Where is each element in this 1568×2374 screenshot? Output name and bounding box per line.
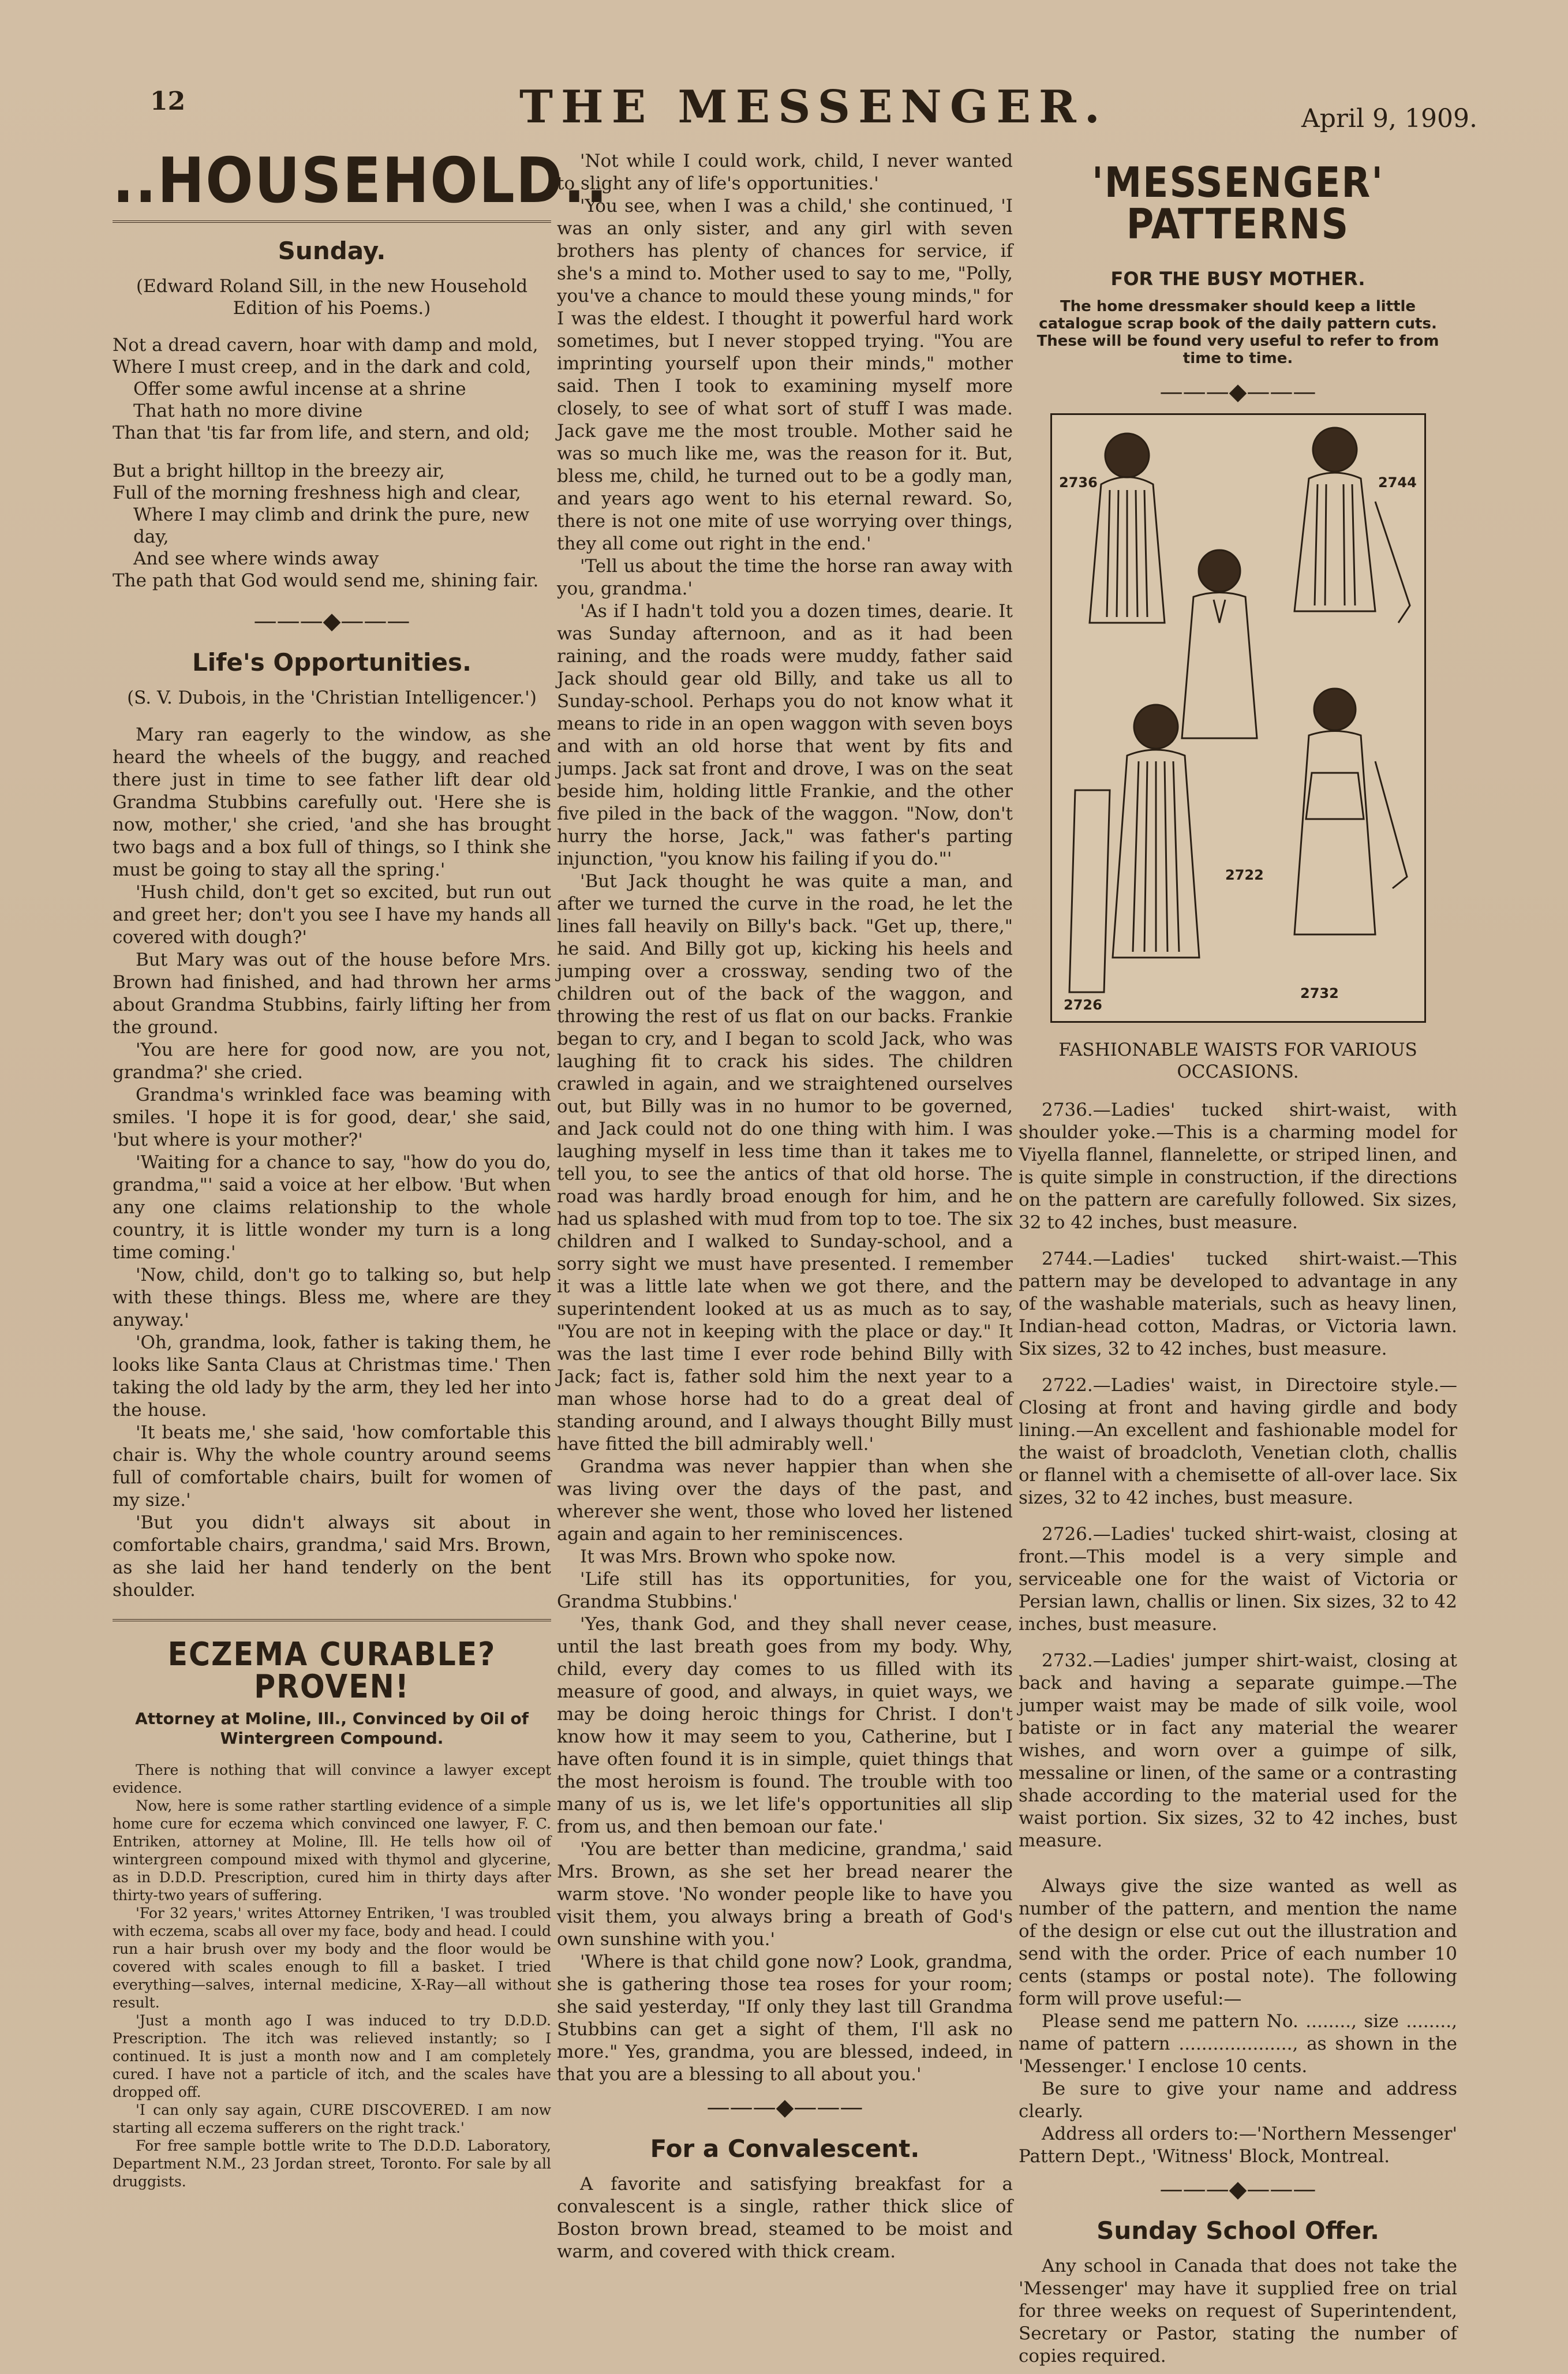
eczema-ad	[113, 1636, 551, 2190]
life-text-col2	[557, 150, 1013, 2086]
poem-line: Where I must creep, and in the dark and cold,	[113, 357, 532, 377]
paragraph: 'Hush child, don't get so excited, but run out and greet her; don't you see I have my hands all covered with dough?'	[113, 882, 551, 948]
sunday-byline: (Edward Roland Sill, in the new Household Edition of his Poems.)	[136, 276, 528, 319]
paragraph: But Mary was out of the house before Mrs. Brown had finished, and had thrown her arms about Grandma Stubbins, fairly lifting her from the ground.	[113, 949, 551, 1038]
eczema-ad-subtitle: Attorney at Moline, Ill., Convinced by Oil of Wintergreen Compound.	[135, 1709, 529, 1748]
ornament-divider: ———◆———	[253, 608, 410, 634]
paragraph: 'You are here for good now, are you not, grandma?' she cried.	[113, 1040, 551, 1083]
paragraph: Grandma was never happier than when she was living over the days of the past, and wherever she went, those who loved her listened again and again to her reminiscences.	[557, 1456, 1013, 1545]
paragraph: 'Waiting for a chance to say, "how do you do, grandma,"' said a voice at her elbow. 'But when any one claims relationship to the whole country, it is little wonder my turn is a long time coming.'	[113, 1152, 551, 1263]
ad-paragraph: There is nothing that will convince a lawyer except evidence.	[113, 1762, 551, 1796]
paragraph: 'But you didn't always sit about in comfortable chairs, grandma,' said Mrs. Brown, as she laid her hand tenderly on the bent shoulder.	[113, 1512, 551, 1601]
order-form: Please send me pattern No. ........, size ........, name of pattern ...................., as shown in the 'Messenger.' I enclose 10 cents.	[1019, 2011, 1457, 2077]
ad-paragraph: 'Just a month ago I was induced to try D.D.D. Prescription. The itch was relieved instantly; so I continued. It is just a month now and I am completely cured. I have not a particle of itch, and the scales have dropped off.	[113, 2012, 551, 2100]
paragraph: 'You are better than medicine, grandma,' said Mrs. Brown, as she set her bread nearer the warm stove. 'No wonder people like to have you visit them, you always bring a breath of God's own sunshine with you.'	[557, 1839, 1013, 1950]
masthead: THE MESSENGER.	[519, 81, 1108, 133]
divider	[113, 220, 551, 223]
sunday-title: Sunday.	[278, 237, 386, 265]
divider	[113, 1619, 551, 1621]
life-text-col1	[113, 724, 551, 1602]
paragraph: 'But Jack thought he was quite a man, and after we turned the curve in the road, he let the lines fall heavily on Billy's back. "Get up, there," he said. And Billy got up, kicking his heels and jumping over a crossway, sending two of the children out of the back of the waggon, and throwing the rest of us flat on our backs. Frankie began to cry, and I began to scold Jack, who was laughing fit to crack his sides. The children crawled in again, and we straightened ourselves out, but Billy was in no humor to be governed, and Jack could not do one thing with him. I was laughing myself in less time than it takes me to tell you, to see the antics of that old horse. The road was hardly broad enough for him, and he had us splashed with mud from top to toe. The six children and I walked to Sunday-school, and a sorry sight we must have presented. I remember it was a little late when we got there, and the superintendent looked at us as much as to say, "You are not in keeping with the place or day." It was the last time I ever rode behind Billy with Jack; fact is, father sold him the next year to a man whose horse had to do a great deal of standing around, and I always thought Billy must have fitted the bill admirably well.'	[557, 871, 1013, 1455]
order-instructions: Always give the size wanted as well as number of the pattern, and mention the name of the design or else cut out the illustration and send with the order. Price of each number 10 cents (stamps or postal note). The following form will prove useful:—	[1019, 1876, 1457, 2009]
patterns-for: FOR THE BUSY MOTHER.	[1110, 268, 1365, 290]
sunday-poem-stanza-2	[113, 460, 551, 592]
poem-line: The path that God would send me, shining fair.	[113, 570, 539, 591]
pattern-item: 2726.—Ladies' tucked shirt-waist, closing at front.—This model is a very simple and serviceable one for the waist of Victoria or Persian lawn, challis or linen. Six sizes, 32 to 42 inches, bust measure.	[1019, 1524, 1457, 1635]
column-2	[557, 150, 1013, 2263]
sunday-poem	[113, 334, 551, 444]
paragraph: 'It beats me,' she said, 'how comfortable this chair is. Why the whole country around seems full of comfortable chairs, built for women of my size.'	[113, 1422, 551, 1511]
page-header	[150, 81, 1477, 150]
ad-paragraph: 'I can only say again, CURE DISCOVERED. I am now starting all eczema sufferers on the right track.'	[113, 2102, 551, 2136]
pattern-item: 2722.—Ladies' waist, in Directoire style.—Closing at front and having girdle and body lining.—An excellent and fashionable model for the waist of broadcloth, Venetian cloth, challis or flannel with a chemisette of all-over lace. Six sizes, 32 to 42 inches, bust measure.	[1019, 1375, 1457, 1508]
paragraph: 'Oh, grandma, look, father is taking them, he looks like Santa Claus at Christmas time.' Then taking the old lady by the arm, they led her into the house.	[113, 1332, 551, 1420]
pattern-illustration	[1050, 413, 1426, 1023]
label-2732: 2732	[1300, 985, 1339, 1001]
page-number: 12	[150, 87, 186, 116]
label-2736: 2736	[1058, 474, 1098, 491]
order-address: Address all orders to:—'Northern Messenger' Pattern Dept., 'Witness' Block, Montreal.	[1019, 2123, 1457, 2167]
convalescent-text: A favorite and satisfying breakfast for a convalescent is a single, rather thick slice of Boston brown bread, steamed to be moist and warm, and covered with thick cream.	[557, 2174, 1013, 2262]
poem-line: Full of the morning freshness high and clear,	[113, 483, 521, 503]
order-note: Be sure to give your name and address clearly.	[1019, 2078, 1457, 2122]
poem-line: But a bright hilltop in the breezy air,	[113, 461, 445, 481]
poem-line: Offer some awful incense at a shrine	[133, 379, 466, 399]
paragraph: Grandma's wrinkled face was beaming with smiles. 'I hope it is for good, dear,' she said, 'but where is your mother?'	[113, 1085, 551, 1150]
life-title: Life's Opportunities.	[192, 648, 471, 676]
paragraph: Mary ran eagerly to the window, as she heard the wheels of the buggy, and reached there just in time to see father lift dear old Grandma Stubbins carefully out. 'Here she is now, mother,' she cried, 'and she has brought two bags and a box full of things, so I think she must be going to stay all the spring.'	[113, 724, 551, 880]
convalescent-title: For a Convalescent.	[650, 2134, 920, 2163]
column-3	[1019, 150, 1457, 2368]
household-title: ..HOUSEHOLD..	[113, 145, 609, 217]
paragraph: 'Where is that child gone now? Look, grandma, she is gathering those tea roses for your room; she said yesterday, "If only they last till Grandma Stubbins can get a sight of them, I'll ask no more." Yes, grandma, you are blessed, indeed, in that you are a blessing to all about you.'	[557, 1951, 1013, 2085]
paragraph: 'Not while I could work, child, I never wanted to slight any of life's opportunities.'	[557, 151, 1013, 194]
life-byline: (S. V. Dubois, in the 'Christian Intelligencer.')	[127, 687, 537, 708]
illustration-caption: FASHIONABLE WAISTS FOR VARIOUS OCCASIONS.	[1058, 1040, 1417, 1082]
patterns-title: 'MESSENGER' PATTERNS	[1091, 158, 1384, 248]
issue-date: April 9, 1909.	[1301, 104, 1477, 133]
pattern-item: 2732.—Ladies' jumper shirt-waist, closing at back and having a separate guimpe.—The jumper waist may be made of silk voile, wool batiste or in fact any material the wearer wishes, and worn over a guimpe of silk, messaline or linen, of the same or a contrasting shade according to the material used for the waist portion. Six sizes, 32 to 42 inches, bust measure.	[1019, 1650, 1457, 1851]
ad-paragraph: Now, here is some rather startling evidence of a simple home cure for eczema which convinced one lawyer, F. C. Entriken, attorney at Moline, Ill. He tells how oil of wintergreen compound mixed with thymol and glycerine, as in D.D.D. Prescription, cured him in thirty days after thirty-two years of suffering.	[113, 1797, 551, 1904]
sunday-school-text: Any school in Canada that does not take the 'Messenger' may have it supplied free on trial for three weeks on request of Superintendent, Secretary or Pastor, stating the number of copies required.	[1019, 2256, 1457, 2366]
label-2722: 2722	[1225, 867, 1264, 883]
paragraph: 'Now, child, don't go to talking so, but help with these things. Bless me, where are they anyway.'	[113, 1265, 551, 1330]
pattern-descriptions	[1019, 1099, 1457, 2168]
label-2744: 2744	[1378, 474, 1417, 491]
poem-line: And see where winds away	[133, 548, 379, 569]
ornament-divider: ———◆———	[1159, 379, 1316, 405]
paragraph: 'Life still has its opportunities, for you, Grandma Stubbins.'	[557, 1569, 1013, 1612]
paragraph: 'You see, when I was a child,' she continued, 'I was an only sister, and any girl with seven brothers has plenty of chances for service, if she's a mind to. Mother used to say to me, "Polly, you've a chance to mould these young minds," for I was the eldest. I thought it powerful hard work sometimes, but I never stopped trying. "You are imprinting yourself upon their minds," mother said. Then I took to examining myself more closely, to see of what sort of stuff I was made. Jack gave me the most trouble. Mother said he was so much like me, was the reason for it. But, bless me, child, he turned out to be a godly man, and years ago went to his eternal reward. So, there is not one mite of use worrying over things, they all come out right in the end.'	[557, 196, 1013, 554]
ornament-divider: ———◆———	[1159, 2176, 1316, 2203]
poem-line: That hath no more divine	[133, 401, 363, 421]
sunday-school-title: Sunday School Offer.	[1097, 2216, 1379, 2245]
ad-paragraph: For free sample bottle write to The D.D.D. Laboratory, Department N.M., 23 Jordan street, Toronto. For sale by all druggists.	[113, 2137, 551, 2190]
poem-line: Where I may climb and drink the pure, new day,	[133, 504, 530, 547]
poem-line: Than that 'tis far from life, and stern, and old;	[113, 423, 530, 443]
ad-paragraph: 'For 32 years,' writes Attorney Entriken, 'I was troubled with eczema, scabs all over my face, body and head. I could run a hair brush over my body and the floor would be covered with scales enough to fill a basket. I tried everything—salves, internal medicine, X-Ray—all without result.	[113, 1905, 551, 2011]
paragraph: 'As if I hadn't told you a dozen times, dearie. It was Sunday afternoon, and as it had been raining, and the roads were muddy, father said Jack should gear old Billy, and take us all to Sunday-school. Perhaps you do not know what it means to ride in an open waggon with seven boys and with an old horse that went by fits and jumps. Jack sat front and drove, I was on the seat beside him, holding little Frankie, and the other five piled in the back of the waggon. "Now, don't hurry the horse, Jack," was father's parting injunction, "you know his failing if you do."'	[557, 601, 1013, 869]
ornament-divider: ———◆———	[706, 2094, 863, 2121]
label-2726: 2726	[1063, 997, 1102, 1013]
pattern-item: 2736.—Ladies' tucked shirt-waist, with shoulder yoke.—This is a charming model for Viyella flannel, flannelette, or striped linen, and is quite simple in construction, if the directions on the pattern are carefully followed. Six sizes, 32 to 42 inches, bust measure.	[1019, 1100, 1457, 1233]
paragraph: It was Mrs. Brown who spoke now.	[580, 1546, 896, 1567]
poem-line: Not a dread cavern, hoar with damp and mold,	[113, 335, 538, 356]
patterns-note: The home dressmaker should keep a little catalogue scrap book of the daily pattern cuts. These will be found very useful to refer to from time to time.	[1036, 298, 1439, 367]
waist-figures-drawing	[1052, 415, 1424, 1021]
column-1	[113, 145, 609, 2190]
paragraph: 'Yes, thank God, and they shall never cease, until the last breath goes from my body. Why, child, every day comes to us filled with its measure of good, and always, in quiet ways, we may be doing heroic things for Christ. I don't know how it may seem to you, Catherine, but I have often found it is in simple, quiet things that the most heroism is found. The trouble with too many of us is, we let life's opportunities all slip from us, and then bemoan our fate.'	[557, 1614, 1013, 1837]
eczema-ad-title: ECZEMA CURABLE? PROVEN!	[167, 1636, 496, 1706]
pattern-item: 2744.—Ladies' tucked shirt-waist.—This pattern may be developed to advantage in any of the washable materials, such as heavy linen, Indian-head cotton, Madras, or Victoria lawn. Six sizes, 32 to 42 inches, bust measure.	[1019, 1248, 1457, 1359]
paragraph: 'Tell us about the time the horse ran away with you, grandma.'	[557, 556, 1013, 599]
